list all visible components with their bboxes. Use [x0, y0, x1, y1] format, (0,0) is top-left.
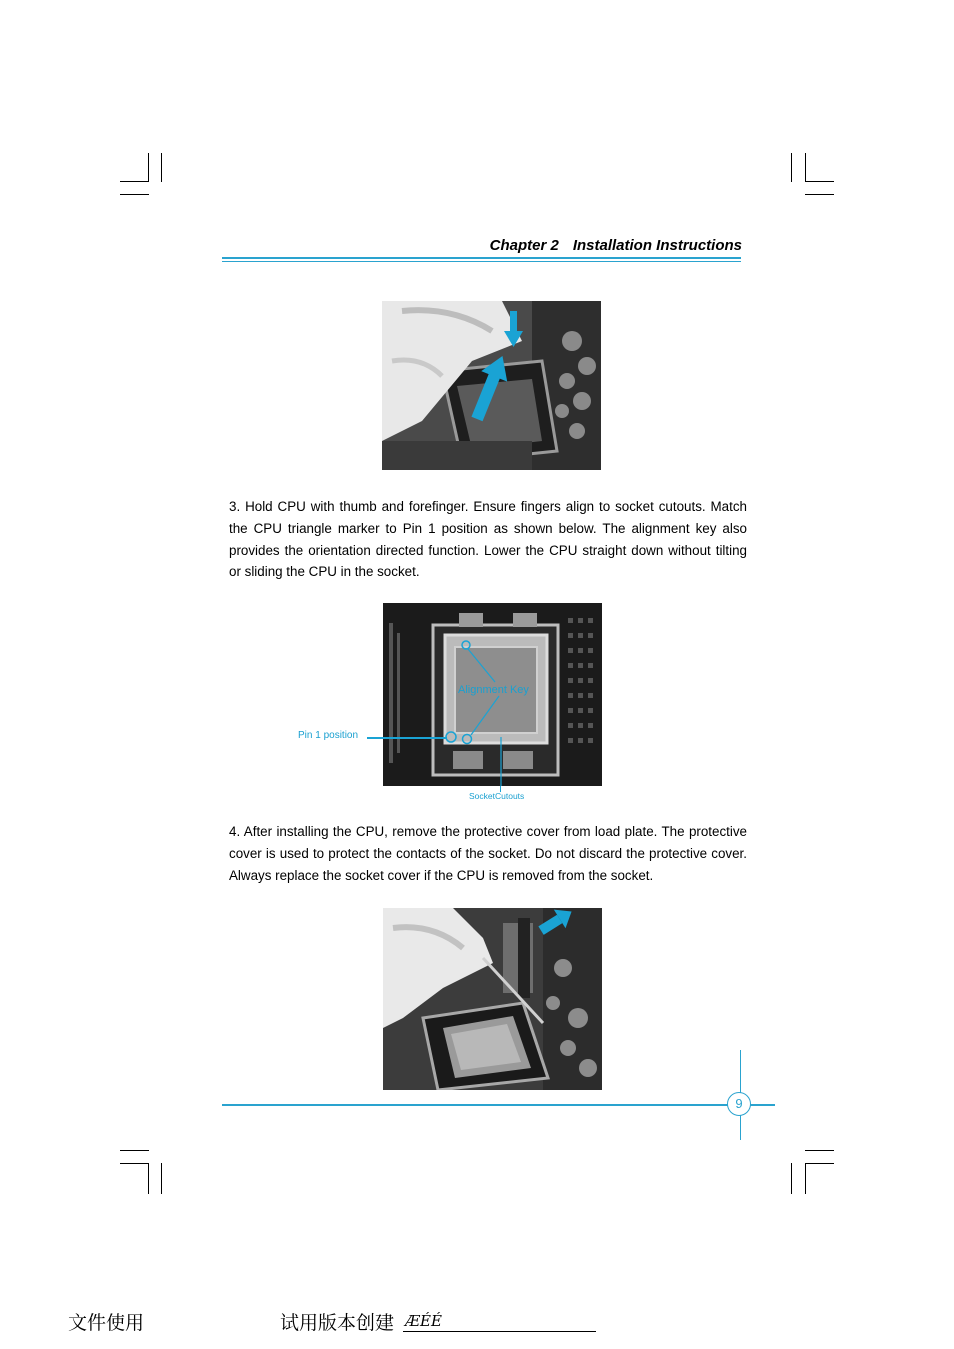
section-title: Installation Instructions: [572, 237, 742, 254]
pin1-position-label: Pin 1 position: [298, 730, 359, 741]
footer-left-text: 文件使用: [68, 1312, 145, 1334]
footer-right-text: 试用版本创建: [280, 1312, 395, 1334]
alignment-key-label: Alignment Key: [458, 684, 529, 696]
socket-cutouts-label: SocketCutouts: [469, 791, 525, 801]
pin1-leader-line: [367, 737, 447, 739]
footer-rule: [222, 1104, 775, 1106]
page-number: 9: [735, 1096, 743, 1111]
photo-remove-cover: [383, 908, 602, 1090]
header-rule-thin: [222, 261, 741, 262]
chapter-header: [490, 237, 742, 254]
footer-underline: [403, 1331, 596, 1332]
header-rule: [222, 257, 741, 259]
photo-lift-lever: [382, 301, 601, 470]
chapter-label: Chapter 2: [489, 237, 559, 254]
step-4-text: 4. After installing the CPU, remove the protective cover from load plate. The protective cover is used to protect the contacts of the socket. Do not discard the protective cover. Always replace the socket cover if the CPU is removed from the socket.: [229, 824, 747, 883]
footer-code: ÆÉÉ: [405, 1312, 442, 1330]
step-3-text: 3. Hold CPU with thumb and forefinger. Ensure fingers align to socket cutouts. Match the CPU triangle marker to Pin 1 position as shown below. The alignment key also provides the orientation directed function. Lower the CPU straight down without tilting or sliding the CPU in the socket.: [229, 499, 747, 580]
